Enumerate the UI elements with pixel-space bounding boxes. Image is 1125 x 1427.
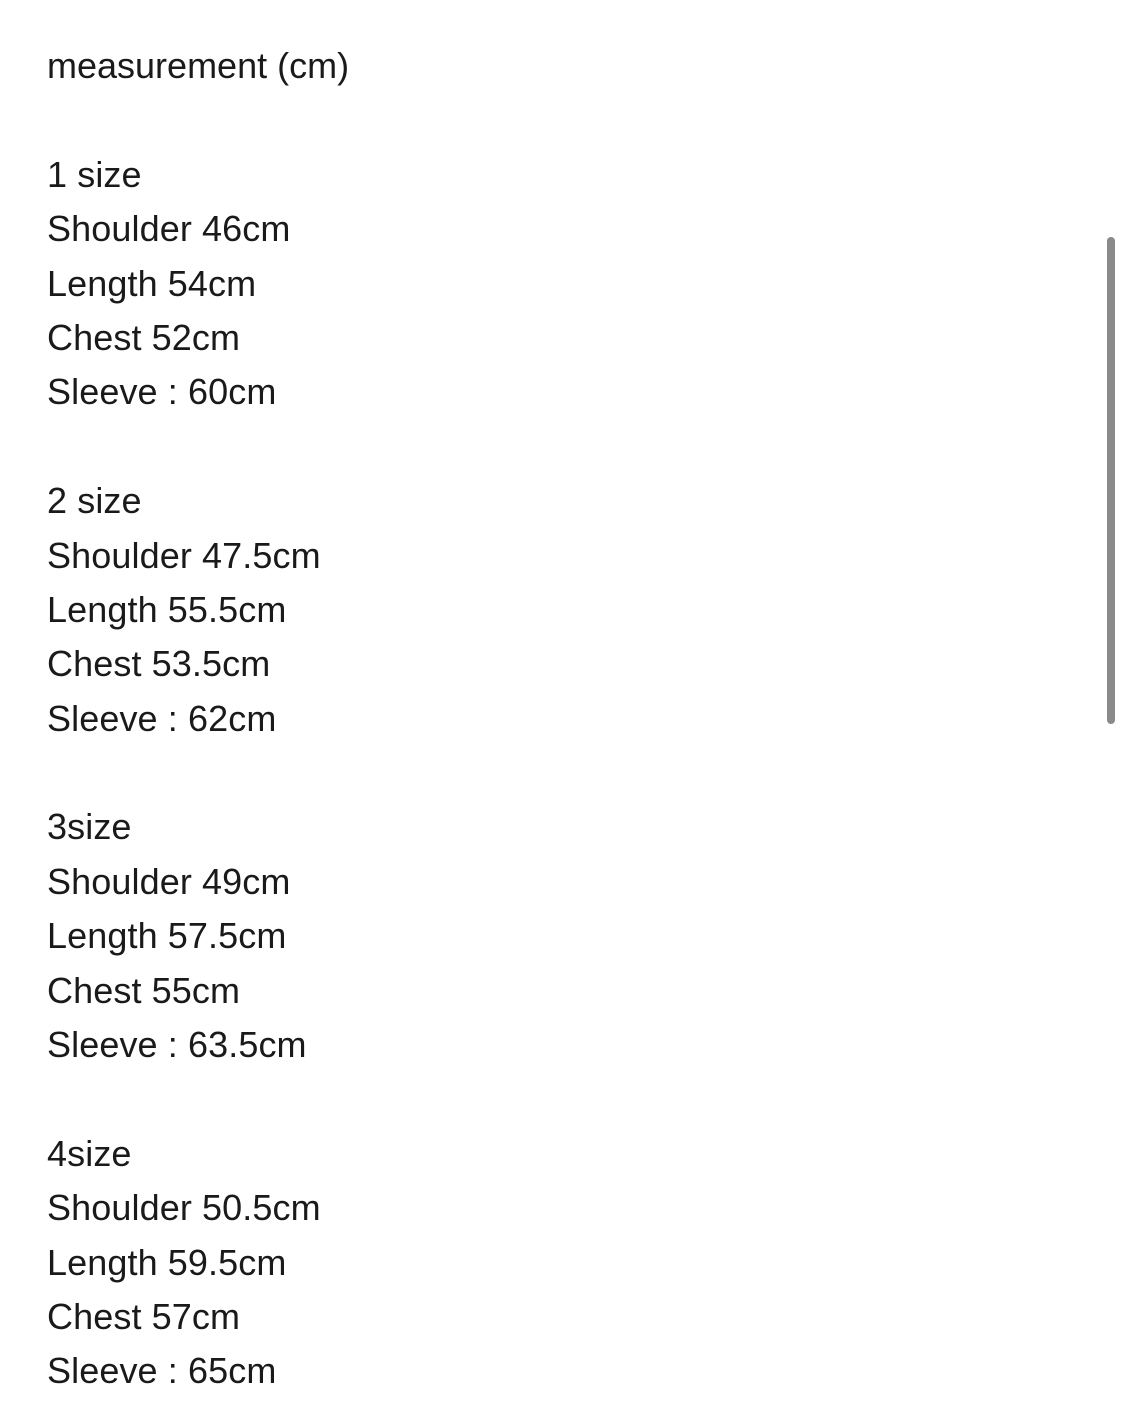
vertical-scrollbar[interactable] (1107, 237, 1115, 724)
length-measurement: Length 57.5cm (47, 915, 287, 957)
length-measurement: Length 55.5cm (47, 588, 287, 630)
sleeve-measurement: Sleeve : 60cm (47, 371, 277, 413)
size-name: 2 size (47, 480, 142, 522)
size-block-2 (47, 474, 1047, 746)
spacer (47, 1072, 1047, 1126)
spacer (47, 420, 1047, 474)
spacer (47, 93, 1047, 147)
shoulder-measurement: Shoulder 47.5cm (47, 534, 321, 576)
size-block-1 (47, 148, 1047, 420)
size-name: 4size (47, 1132, 132, 1174)
sleeve-measurement: Sleeve : 65cm (47, 1350, 277, 1392)
size-name: 1 size (47, 153, 142, 195)
size-name: 3size (47, 806, 132, 848)
sleeve-measurement: Sleeve : 62cm (47, 697, 277, 739)
length-measurement: Length 59.5cm (47, 1241, 287, 1283)
length-measurement: Length 54cm (47, 262, 257, 304)
chest-measurement: Chest 55cm (47, 969, 241, 1011)
chest-measurement: Chest 53.5cm (47, 643, 271, 685)
shoulder-measurement: Shoulder 50.5cm (47, 1187, 321, 1229)
sleeve-measurement: Sleeve : 63.5cm (47, 1024, 307, 1066)
shoulder-measurement: Shoulder 46cm (47, 208, 291, 250)
chest-measurement: Chest 57cm (47, 1295, 241, 1337)
chest-measurement: Chest 52cm (47, 316, 241, 358)
shoulder-measurement: Shoulder 49cm (47, 860, 291, 902)
size-block-4 (47, 1127, 1047, 1399)
size-block-3 (47, 800, 1047, 1072)
page-title: measurement (cm) (47, 45, 350, 86)
text-content (47, 39, 1047, 1399)
spacer (47, 746, 1047, 800)
